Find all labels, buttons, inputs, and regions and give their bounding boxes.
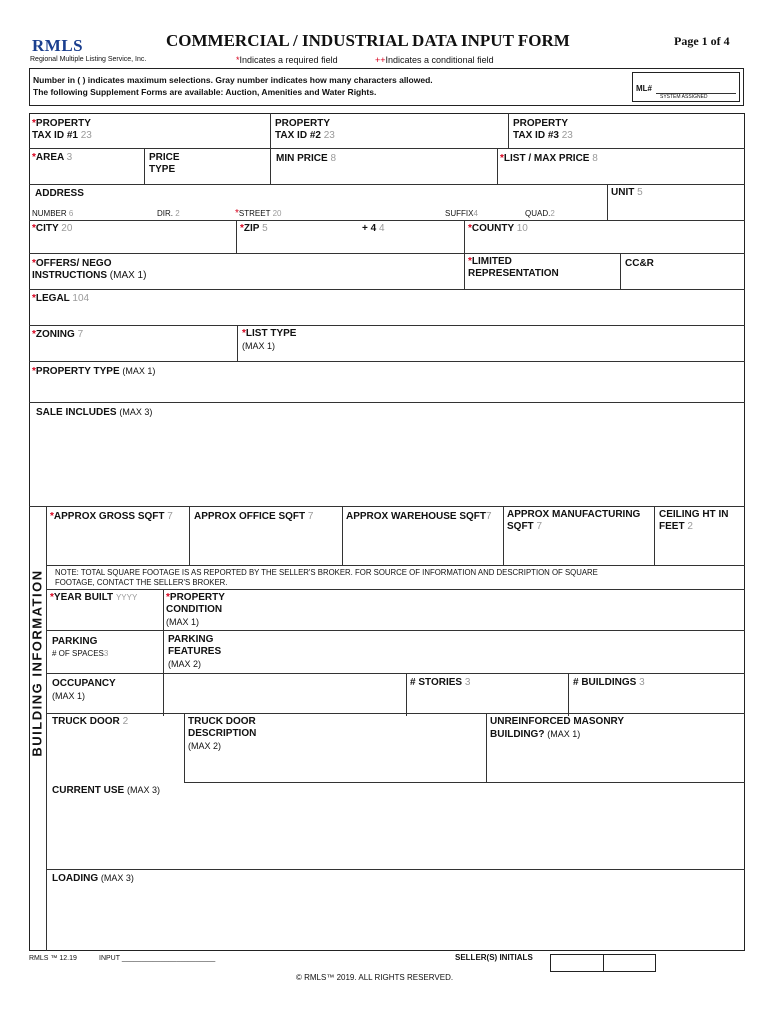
quad-field[interactable]: QUAD.2: [525, 209, 555, 218]
list-type-field[interactable]: *LIST TYPE (MAX 1): [242, 328, 297, 351]
required-mark: *: [236, 55, 240, 65]
seller-initials-box-1[interactable]: [550, 954, 604, 972]
offers-nego-field[interactable]: *OFFERS/ NEGO INSTRUCTIONS (MAX 1): [32, 258, 147, 281]
required-text: Indicates a required field: [239, 55, 338, 65]
notice-line-2: The following Supplement Forms are available: Auction, Amenities and Water Rights.: [33, 87, 377, 97]
seller-initials-label: SELLER(S) INITIALS: [455, 953, 533, 962]
building-information-side-label: BUILDING INFORMATION: [29, 569, 45, 757]
truck-door-field[interactable]: TRUCK DOOR 2: [52, 716, 129, 727]
seller-initials-box-2[interactable]: [603, 954, 656, 972]
occupancy-field[interactable]: OCCUPANCY (MAX 1): [52, 678, 116, 701]
dir-field[interactable]: DIR. 2: [157, 209, 180, 218]
list-max-price-field[interactable]: *LIST / MAX PRICE 8: [500, 153, 598, 164]
tax-id-1-label[interactable]: *PROPERTY TAX ID #1 23: [32, 118, 92, 141]
county-field[interactable]: *COUNTY 10: [468, 223, 528, 234]
min-price-field[interactable]: MIN PRICE 8: [276, 153, 337, 164]
year-built-field[interactable]: *YEAR BUILT YYYY: [50, 592, 138, 603]
property-condition-field[interactable]: *PROPERTY CONDITION (MAX 1): [166, 592, 225, 627]
gross-sqft-field[interactable]: *APPROX GROSS SQFT 7: [50, 511, 173, 522]
truck-door-description-field[interactable]: TRUCK DOOR DESCRIPTION (MAX 2): [188, 716, 257, 751]
parking-features-field[interactable]: PARKING FEATURES (MAX 2): [168, 634, 222, 669]
zoning-field[interactable]: *ZONING 7: [32, 329, 84, 340]
ml-label: ML#: [636, 84, 652, 93]
legal-field[interactable]: *LEGAL 104: [32, 293, 90, 304]
copyright: © RMLS™ 2019. ALL RIGHTS RESERVED.: [296, 973, 454, 982]
page-number: Page 1 of 4: [674, 34, 730, 48]
ml-system-assigned: SYSTEM ASSIGNED: [660, 94, 708, 100]
conditional-text: Indicates a conditional field: [385, 55, 494, 65]
warehouse-sqft-field[interactable]: APPROX WAREHOUSE SQFT7: [346, 511, 492, 522]
area-field[interactable]: *AREA 3: [32, 152, 73, 163]
rmls-logo: RMLS: [32, 36, 84, 55]
sqft-note-line-1: NOTE: TOTAL SQUARE FOOTAGE IS AS REPORTED BY THE SELLER'S BROKER. FOR SOURCE OF INFORMATION AND DESCRIPTION OF SQUARE: [55, 568, 598, 577]
loading-field[interactable]: LOADING (MAX 3): [52, 873, 134, 884]
org-name: Regional Multiple Listing Service, Inc.: [30, 56, 147, 63]
form-version: RMLS ™ 12.19: [29, 955, 77, 962]
suffix-field[interactable]: SUFFIX4: [445, 209, 478, 218]
sale-includes-field[interactable]: SALE INCLUDES (MAX 3): [36, 407, 153, 418]
unreinforced-masonry-field[interactable]: UNREINFORCED MASONRY BUILDING? (MAX 1): [490, 716, 625, 740]
zip-field[interactable]: *ZIP 5: [240, 223, 268, 234]
manufacturing-sqft-field[interactable]: APPROX MANUFACTURING SQFT 7: [507, 509, 641, 532]
tax-id-3-label[interactable]: PROPERTY TAX ID #3 23: [513, 118, 573, 141]
required-legend: [236, 55, 338, 65]
stories-field[interactable]: # STORIES 3: [410, 677, 471, 688]
buildings-field[interactable]: # BUILDINGS 3: [573, 677, 645, 688]
plus4-field[interactable]: + 4 4: [362, 223, 385, 234]
ceiling-height-field[interactable]: CEILING HT IN FEET 2: [659, 509, 729, 532]
current-use-field[interactable]: CURRENT USE (MAX 3): [52, 785, 161, 796]
conditional-legend: [375, 55, 494, 65]
parking-spaces-field[interactable]: PARKING # OF SPACES3: [52, 636, 109, 658]
ccr-field[interactable]: CC&R: [625, 258, 654, 269]
form-title: COMMERCIAL / INDUSTRIAL DATA INPUT FORM: [166, 31, 570, 50]
notice-line-1: Number in ( ) indicates maximum selections. Gray number indicates how many characters allowed.: [33, 75, 433, 85]
tax-id-2-label[interactable]: PROPERTY TAX ID #2 23: [275, 118, 335, 141]
city-field[interactable]: *CITY 20: [32, 223, 73, 234]
street-field[interactable]: *STREET 20: [235, 208, 282, 219]
limited-representation-field[interactable]: *LIMITED REPRESENTATION: [468, 256, 559, 279]
property-type-field[interactable]: *PROPERTY TYPE (MAX 1): [32, 366, 156, 377]
unit-field[interactable]: UNIT 5: [611, 187, 643, 198]
conditional-mark: ++: [375, 55, 386, 65]
sqft-note-line-2: FOOTAGE, CONTACT THE SELLER'S BROKER.: [55, 578, 228, 587]
input-line[interactable]: INPUT ________________________: [99, 955, 216, 962]
office-sqft-field[interactable]: APPROX OFFICE SQFT 7: [194, 511, 314, 522]
number-field[interactable]: NUMBER 6: [32, 209, 74, 218]
price-type-field[interactable]: PRICE TYPE: [149, 152, 180, 175]
address-label: ADDRESS: [35, 188, 84, 199]
